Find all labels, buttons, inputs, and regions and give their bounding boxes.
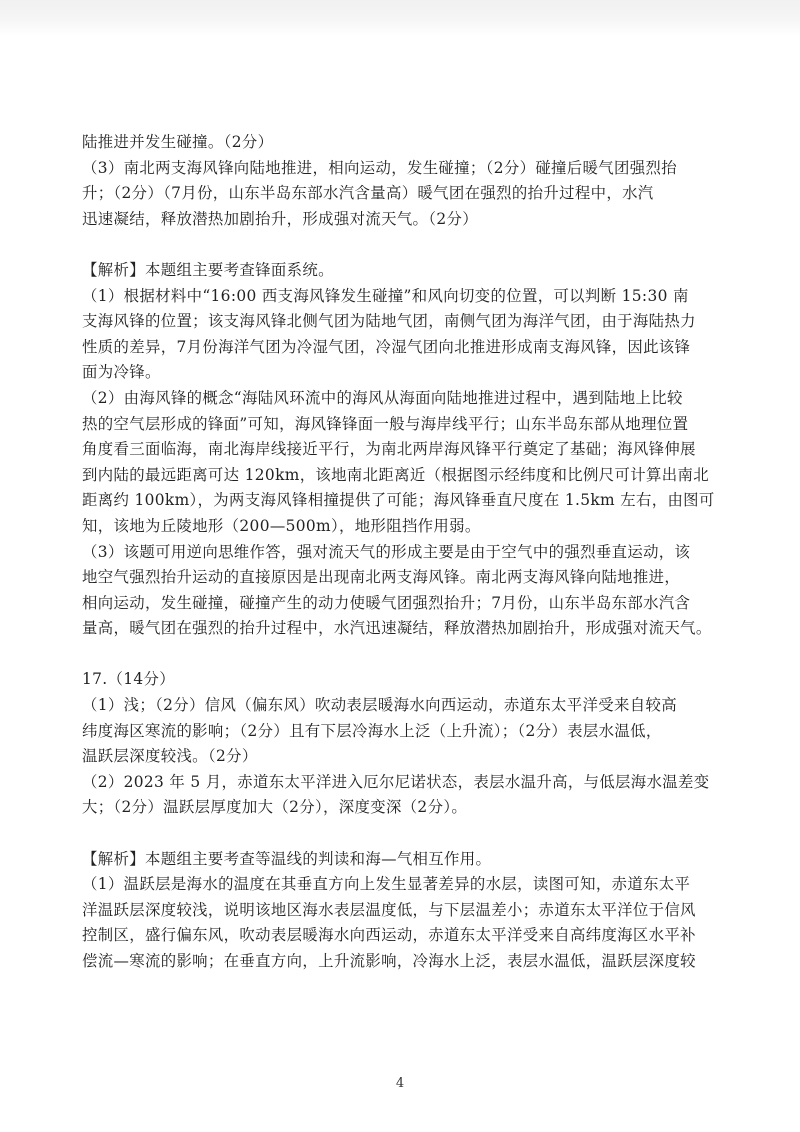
text-block: [82, 667, 722, 821]
text-line: 纬度海区寒流的影响；（2分）且有下层冷海水上泛（上升流）；（2分）表层水温低，: [82, 721, 662, 740]
text-line: 角度看三面临海，南北海岸线接近平行，为南北两岸海风锋平行奠定了基础；海风锋伸展: [82, 440, 696, 459]
text-line: （2）2023 年 5 月，赤道东太平洋进入厄尔尼诺状态，表层水温升高，与低层海水温差变: [82, 772, 710, 791]
document-page: [82, 130, 722, 975]
text-block: [82, 130, 722, 232]
text-line: 知，该地为丘陵地形（200—500m），地形阻挡作用弱。: [82, 516, 481, 535]
text-line: （1）浅；（2分）信风（偏东风）吹动表层暖海水向西运动，赤道东太平洋受来自较高: [82, 696, 677, 715]
text-line: 地空气强烈抬升运动的直接原因是出现南北两支海风锋。南北两支海风锋向陆地推进，: [82, 568, 681, 587]
text-line: 支海风锋的位置；该支海风锋北侧气团为陆地气团，南侧气团为海洋气团，由于海陆热力: [82, 312, 696, 331]
text-line: 大；（2分）温跃层厚度加大（2分），深度变深（2分）。: [82, 798, 468, 817]
page-number: 4: [395, 1076, 405, 1091]
text-line: 控制区，盛行偏东风，吹动表层暖海水向西运动，赤道东太平洋受来自高纬度海区水平补: [82, 926, 696, 945]
text-line: 距离约 100km），为两支海风锋相撞提供了可能；海风锋垂直尺度在 1.5km 左右，由图可: [82, 491, 715, 510]
text-line: （1）根据材料中“16:00 西支海风锋发生碰撞”和风向切变的位置，可以判断 15:30 南: [82, 286, 689, 305]
text-line: 温跃层深度较浅。（2分）: [82, 747, 258, 766]
paragraph-gap: [82, 642, 722, 668]
text-line: （3）该题可用逆向思维作答，强对流天气的形成主要是由于空气中的强烈垂直运动，该: [82, 542, 691, 561]
scan-top-shadow: [0, 0, 800, 36]
text-line: （2）由海风锋的概念“海陆风环流中的海风从海面向陆地推进过程中，遇到陆地上比较: [82, 388, 683, 407]
text-line: 17.（14分）: [82, 670, 176, 689]
paragraph-gap: [82, 821, 722, 847]
text-line: 【解析】本题组主要考查锋面系统。: [82, 260, 334, 279]
text-line: 迅速凝结，释放潜热加剧抬升，形成强对流天气。（2分）: [82, 209, 478, 228]
text-line: 升；（2分）（7月份，山东半岛东部水汽含量高）暖气团在强烈的抬升过程中，水汽: [82, 184, 654, 203]
text-line: 量高，暖气团在强烈的抬升过程中，水汽迅速凝结，释放潜热加剧抬升，形成强对流天气。: [82, 619, 712, 638]
text-line: 洋温跃层深度较浅，说明该地区海水表层温度低，与下层温差小；赤道东太平洋位于信风: [82, 900, 696, 919]
text-line: （1）温跃层是海水的温度在其垂直方向上发生显著差异的水层，读图可知，赤道东太平: [82, 875, 691, 894]
text-line: 陆推进并发生碰撞。（2分）: [82, 133, 274, 151]
text-block: [82, 847, 722, 975]
text-line: 面为冷锋。: [82, 363, 161, 382]
text-line: 热的空气层形成的锋面”可知，海风锋锋面一般与海岸线平行；山东半岛东部从地理位置: [82, 414, 689, 433]
text-line: 【解析】本题组主要考查等温线的判读和海—气相互作用。: [82, 849, 492, 868]
paragraph-gap: [82, 232, 722, 258]
text-line: 性质的差异，7月份海洋气团为冷湿气团，冷湿气团向北推进形成南支海风锋，因此该锋: [82, 337, 691, 356]
text-line: 偿流—寒流的影响；在垂直方向，上升流影响，冷海水上泛，表层水温低，温跃层深度较: [82, 952, 696, 970]
text-line: 相向运动，发生碰撞，碰撞产生的动力使暖气团强烈抬升；7月份，山东半岛东部水汽含: [82, 593, 691, 612]
text-line: （3）南北两支海风锋向陆地推进，相向运动，发生碰撞；（2分）碰撞后暖气团强烈抬: [82, 158, 677, 177]
text-block: [82, 258, 722, 642]
text-line: 到内陆的最远距离可达 120km，该地南北距离近（根据图示经纬度和比例尺可计算出南北: [82, 465, 709, 484]
